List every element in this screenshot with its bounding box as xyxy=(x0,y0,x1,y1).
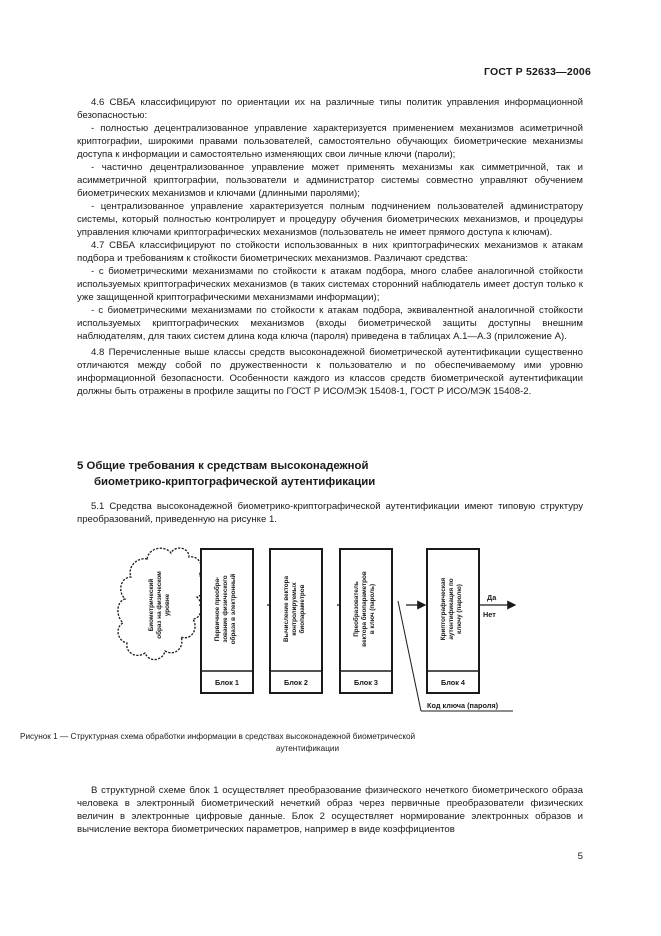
section-heading-line: биометрико-криптографической аутентификации xyxy=(94,476,376,488)
block-2-text-line: биопараметров xyxy=(299,584,306,634)
output-no-label: Нет xyxy=(483,610,496,619)
paragraph: - частично децентрализованное управление может применять механизмы как симметричной, так и асимметричной криптографии, пользователи и администратор системы совместно управляют обучением биометрических механизмов и ключами (длинными паролями); xyxy=(77,162,583,199)
section-5-continued-text xyxy=(77,784,583,836)
section-heading xyxy=(77,458,537,490)
block-4-text-line: аутентификация по xyxy=(448,578,455,640)
paragraph: 4.8 Перечисленные выше классы средств высоконадежной биометрической аутентификации существенно отличаются между собой по дружественности к пользователю и по обеспечиваемому ими уровню информационной безопасности. Особенности каждого из классов средств биометрической аутентификации должны быть отражены в профиле защиты по ГОСТ Р ИСО/МЭК 15408-1, ГОСТ Р ИСО/МЭК 15408-2. xyxy=(77,347,583,397)
cloud-text-line: образ на физическом xyxy=(156,571,163,639)
paragraph: - с биометрическими механизмами по стойкости к атакам подбора, эквивалентной аналогичной стойкости используемых криптографических механизмов (входы биометрической защиты доступны внешним наблюдателям, для таких систем длина кода ключа (пароля) приведена в таблицах А.1—А.3 (приложение А). xyxy=(77,305,583,342)
block-1-text-line: образа в электронный xyxy=(230,573,237,645)
paragraph: 5.1 Средства высоконадежной биометрико-криптографической аутентификации имеют типовую структуру преобразований, приведенную на рисунке 1. xyxy=(77,501,583,525)
paragraph: - полностью децентрализованное управление характеризуется применением механизмов асиметричной криптографии, широкими правами пользователей, самостоятельно обучающих биометрические механизмы доступа к информации и самостоятельно изменяющих свои личные ключи (пароли); xyxy=(77,123,583,160)
document-header: ГОСТ Р 52633—2006 xyxy=(483,66,591,78)
key-code-pointer xyxy=(398,601,421,711)
block-3-text-line: вектора биопараметров xyxy=(361,571,368,647)
block-1-text-line: Первичное преобра- xyxy=(214,576,221,642)
block-3-label: Блок 3 xyxy=(354,678,378,687)
paragraph: В структурной схеме блок 1 осуществляет преобразование физического нечеткого биометрического образа человека в электронный биометрический нечеткий образ через первичные преобразователи физических величин в электронные цифровые данные. Блок 2 осуществляет нормирование электронных образов и вычисление вектора биометрических параметров, например в виде коэффициентов xyxy=(77,785,583,835)
section-heading-line: 5 Общие требования к средствам высоконадежной xyxy=(77,460,369,472)
block-3 xyxy=(340,549,392,693)
figure-caption-line: аутентификации xyxy=(276,744,340,753)
page-number: 5 xyxy=(577,851,583,862)
cloud-text-line: Биометрический xyxy=(148,578,155,632)
block-diagram xyxy=(115,541,535,719)
block-2-text-line: Вычисление вектора xyxy=(283,576,290,642)
block-4-label: Блок 4 xyxy=(441,678,465,687)
block-4-text-line: ключу (паролю) xyxy=(456,584,463,634)
block-2 xyxy=(270,549,322,693)
block-2-text-line: контролируемых xyxy=(291,582,298,636)
paragraph: - с биометрическими механизмами по стойкости к атакам подбора, много слабее аналогичной стойкости используемых криптографических механизмов (в таких системах сторонний наблюдатель имеет доступ только к уже защищенной криптографическими механизмами информации); xyxy=(77,266,583,303)
paragraph: - централизованное управление характеризуется полным подчинением пользователей администратору системы, который полностью контролирует и процедуру обучения биометрических механизмов, и процедуры управления ключами криптографических механизмов (пользователь не имеет прямого доступа к ключам). xyxy=(77,201,583,238)
block-3-text-line: Преобразователь xyxy=(353,581,360,637)
figure-1 xyxy=(115,541,535,724)
section-4-text xyxy=(77,96,583,398)
key-code-label: Код ключа (пароля) xyxy=(427,701,499,710)
paragraph: 4.6 СВБА классифицируют по ориентации их на различные типы политик управления информационной безопасностью: xyxy=(77,97,583,121)
block-3-text-line: в ключ (пароль) xyxy=(369,583,376,635)
output-yes-label: Да xyxy=(487,593,497,602)
block-4-text-line: Криптографическая xyxy=(440,577,447,641)
block-2-label: Блок 2 xyxy=(284,678,308,687)
cloud-text-line: уровне xyxy=(164,593,171,617)
figure-caption-line: Рисунок 1 — Структурная схема обработки информации в средствах высоконадежной биометрической xyxy=(20,732,416,741)
block-4 xyxy=(427,549,479,693)
figure-caption xyxy=(20,731,550,755)
section-5-text xyxy=(77,500,583,526)
block-1-text-line: зование физического xyxy=(222,575,229,643)
paragraph: 4.7 СВБА классифицируют по стойкости использованных в них криптографических механизмов к атакам подбора и требованиям к стойкости биометрических механизмов. Различают средства: xyxy=(77,240,583,264)
block-1-label: Блок 1 xyxy=(215,678,239,687)
block-1 xyxy=(201,549,253,693)
